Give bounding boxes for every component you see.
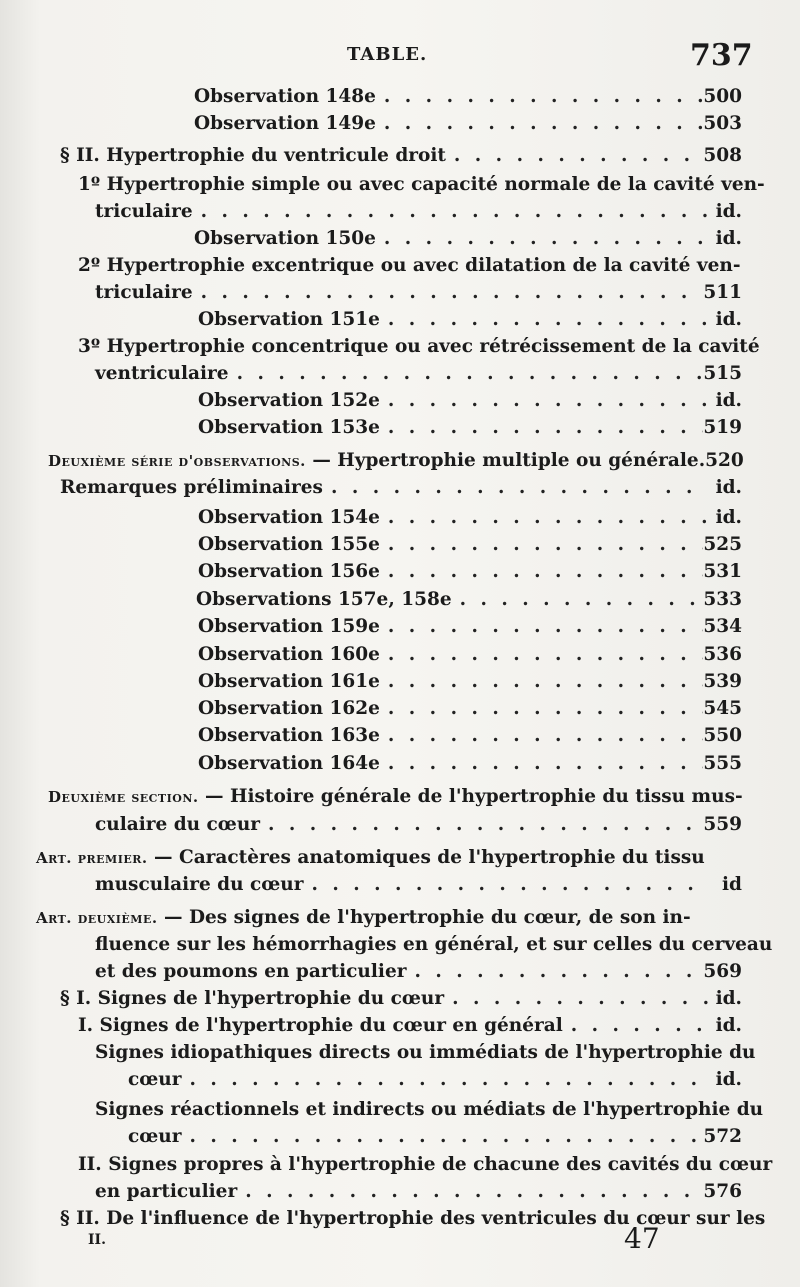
toc-entry: Observation 160e . . . 536 xyxy=(198,642,742,668)
toc-entry: Observation 163e . . . 550 xyxy=(198,723,742,749)
toc-entry: Observation 150e . . . id. xyxy=(194,226,742,252)
toc-entry: cœur . . . 572 xyxy=(128,1124,742,1150)
toc-entry: en particulier . . . 576 xyxy=(95,1179,742,1205)
page-number: 737 xyxy=(690,38,753,73)
toc-entry: Remarques préliminaires . . . id. xyxy=(60,475,742,501)
page-header xyxy=(0,38,800,78)
toc-entry: Observation 153e . . . 519 xyxy=(198,415,742,441)
toc-entry: Signes idiopathiques directs ou immédiats de l'hypertrophie du xyxy=(95,1042,756,1063)
toc-entry: II. Signes propres à l'hypertrophie de chacune des cavités du cœur xyxy=(78,1154,773,1175)
toc-entry: Observation 151e . . . id. xyxy=(198,307,742,333)
toc-entry: Observations 157e, 158e . . . 533 xyxy=(196,587,742,613)
toc-entry: 1º Hypertrophie simple ou avec capacité normale de la cavité ven- xyxy=(78,174,765,195)
signature-mark: II. xyxy=(88,1232,106,1248)
toc-entry: I. Signes de l'hypertrophie du cœur en général . . . id. xyxy=(78,1013,742,1039)
toc-entry: triculaire . . . id. xyxy=(95,199,742,225)
toc-entry: triculaire . . . 511 xyxy=(95,280,742,306)
toc-entry: Art. deuxième. — Des signes de l'hypertrophie du cœur, de son in- xyxy=(36,907,691,928)
toc-entry: Deuxième série d'observations. — Hypertrophie multiple ou générale. 520 xyxy=(48,450,744,471)
toc-entry: Observation 148e . . . 500 xyxy=(194,84,742,110)
toc-entry: cœur . . . id. xyxy=(128,1067,742,1093)
toc-entry: § I. Signes de l'hypertrophie du cœur . . . id. xyxy=(60,986,742,1012)
toc-entry: Observation 149e . . . 503 xyxy=(194,111,742,137)
toc-entry: culaire du cœur . . . 559 xyxy=(95,812,742,838)
toc-entry: et des poumons en particulier . . . 569 xyxy=(95,959,742,985)
running-title: TABLE. xyxy=(347,44,428,65)
toc-entry: Observation 154e . . . id. xyxy=(198,505,742,531)
sheet-number: 47 xyxy=(624,1222,660,1255)
toc-entry: ventriculaire . . . 515 xyxy=(95,361,742,387)
toc-entry: 3º Hypertrophie concentrique ou avec rétrécissement de la cavité xyxy=(78,336,760,357)
toc-entry: Signes réactionnels et indirects ou médiats de l'hypertrophie du xyxy=(95,1099,764,1120)
toc-entry: musculaire du cœur . . . id xyxy=(95,872,742,898)
page-footer xyxy=(0,1222,800,1262)
toc-entry: Observation 156e . . . 531 xyxy=(198,559,742,585)
toc-entry: Observation 161e . . . 539 xyxy=(198,669,742,695)
toc-entry: fluence sur les hémorrhagies en général, et sur celles du cerveau xyxy=(95,934,773,955)
toc-entry: Observation 159e . . . 534 xyxy=(198,614,742,640)
toc-entry: 2º Hypertrophie excentrique ou avec dilatation de la cavité ven- xyxy=(78,255,741,276)
toc-entry: Art. premier. — Caractères anatomiques de l'hypertrophie du tissu xyxy=(36,847,705,868)
toc-entry: Observation 152e . . . id. xyxy=(198,388,742,414)
toc-entry: § II. De l'influence de l'hypertrophie des ventricules du cœur sur les xyxy=(60,1208,766,1229)
toc-entry: Observation 155e . . . 525 xyxy=(198,532,742,558)
toc-entry: § II. Hypertrophie du ventricule droit . . . 508 xyxy=(60,143,742,169)
toc-entry: Deuxième section. — Histoire générale de l'hypertrophie du tissu mus- xyxy=(48,786,743,807)
toc-entry: Observation 162e . . . 545 xyxy=(198,696,742,722)
toc-entry: Observation 164e . . . 555 xyxy=(198,751,742,777)
